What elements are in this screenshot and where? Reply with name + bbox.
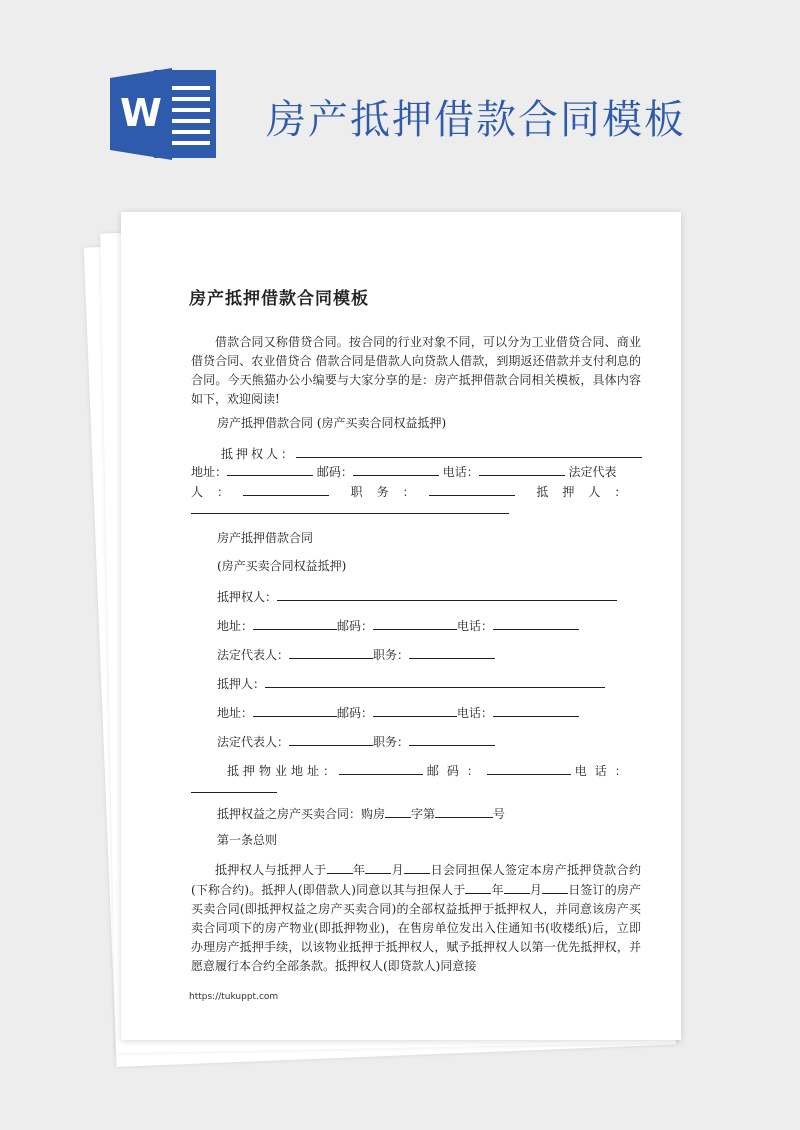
- heading-contract-1: 房产抵押借款合同 (房产买卖合同权益抵押): [217, 416, 447, 430]
- blank-line: [327, 860, 353, 874]
- field-label: 邮码：: [316, 465, 353, 479]
- legal-rep-row: [217, 645, 495, 663]
- blank-line: [435, 804, 493, 818]
- word-icon-letter: W: [120, 91, 162, 135]
- property-address-row: [227, 761, 635, 779]
- mortgage-rights-row: [217, 804, 505, 822]
- field-label: 法定代表: [568, 465, 617, 479]
- field-label: 电话：: [442, 465, 479, 479]
- blank-line: [404, 860, 430, 874]
- field-label: 电话：: [574, 764, 635, 778]
- blank-line: [373, 703, 457, 717]
- field-label: 地址：: [191, 465, 228, 479]
- mortgagee-row: [217, 587, 617, 605]
- document-title: 房产抵押借款合同模板: [189, 289, 369, 309]
- blank-line: [504, 880, 530, 894]
- blank-line: [289, 645, 373, 659]
- address-row-2: [217, 703, 579, 721]
- banner-title: 房产抵押借款合同模板: [266, 97, 686, 143]
- heading-contract-3: (房产买卖合同权益抵押): [217, 559, 347, 573]
- legal-rep-row-1: [191, 482, 640, 500]
- field-label: 职务：: [350, 485, 429, 499]
- field-label: 抵押权人：: [217, 590, 278, 604]
- blank-line: [409, 645, 495, 659]
- blank-line: [409, 732, 495, 746]
- blank-line: [253, 703, 337, 717]
- blank-line: [277, 587, 617, 601]
- mortgagor-row: [217, 674, 605, 692]
- field-label: 抵押人：: [536, 485, 641, 499]
- field-label: 电话：: [457, 706, 494, 720]
- field-label: 抵押权益之房产买卖合同：购房: [217, 807, 386, 821]
- field-label: 职务：: [373, 735, 410, 749]
- address-row-1: [191, 462, 617, 480]
- field-label: 法定代表人：: [217, 735, 290, 749]
- field-label: 地址：: [217, 619, 254, 633]
- heading-contract-2: 房产抵押借款合同: [217, 531, 314, 545]
- field-label: 电话：: [457, 619, 494, 633]
- blank-line: [385, 804, 411, 818]
- field-label: 职务：: [373, 648, 410, 662]
- field-label: 邮码：: [337, 706, 374, 720]
- blank-line: [191, 500, 509, 514]
- blank-line: [465, 880, 491, 894]
- field-label: 号: [493, 807, 506, 821]
- field-label: 抵押物业地址：: [227, 764, 340, 778]
- address-row: [217, 616, 579, 634]
- legal-rep-row-2: [217, 732, 495, 750]
- footer-url: https://tukuppt.com: [189, 992, 279, 1002]
- blank-line: [353, 462, 439, 476]
- blank-line: [227, 462, 313, 476]
- word-icon: [110, 68, 220, 160]
- article-1-title: 第一条总则: [217, 833, 278, 847]
- blank-line: [487, 761, 571, 775]
- article-1-paragraph: 抵押权人与抵押人于 年 月 日会同担保人签定本房产抵押贷款合约(下称合约)。抵押人(即借款人)同意以其与担保人于 年 月 日签订的房产买卖合同(即抵押权益之房产买卖合同)的全部权益抵押于抵押权人，并同意该房产买卖合同项下的房产物业(即抵押物业)，在售房单位发出入住通知书(收楼纸)后，立即办理房产抵押手续，以该物业抵押于抵押权人，赋予抵押权人以第一优先抵押权，并愿意履行本合约全部条款。抵押权人(即贷款人)同意接: [191, 860, 641, 976]
- blank-line: [373, 616, 457, 630]
- blank-line: [265, 674, 605, 688]
- field-label: 字第: [411, 807, 436, 821]
- field-label: 抵押权人：: [221, 447, 297, 461]
- blank-line: [479, 462, 565, 476]
- intro-paragraph: 借款合同又称借贷合同。按合同的行业对象不同，可以分为工业借贷合同、商业借贷合同、农业借贷合 借款合同是借款人向贷款人借款，到期返还借款并支付利息的合同。今天熊猫办公小编要与大家分享的是：房产抵押借款合同相关模板，具体内容如下，欢迎阅读!: [191, 335, 641, 406]
- mortgagee-row-1: [221, 444, 642, 462]
- blank-line: [493, 703, 579, 717]
- blank-line: [493, 616, 579, 630]
- property-phone-blank: [191, 779, 277, 797]
- field-label: 邮码：: [426, 764, 487, 778]
- field-label: 抵押人：: [217, 677, 266, 691]
- blank-line: [243, 482, 329, 496]
- blank-line: [429, 482, 515, 496]
- blank-line: [191, 779, 277, 793]
- field-label: 邮码：: [337, 619, 374, 633]
- blank-line: [339, 761, 423, 775]
- field-label: 法定代表人：: [217, 648, 290, 662]
- blank-line: [289, 732, 373, 746]
- blank-line: [296, 444, 642, 458]
- document-page: [121, 212, 681, 1040]
- field-label: 人：: [191, 485, 244, 499]
- blank-line: [253, 616, 337, 630]
- blank-line: [365, 860, 391, 874]
- mortgagor-row-1: [191, 500, 509, 518]
- blank-line: [542, 880, 568, 894]
- field-label: 地址：: [217, 706, 254, 720]
